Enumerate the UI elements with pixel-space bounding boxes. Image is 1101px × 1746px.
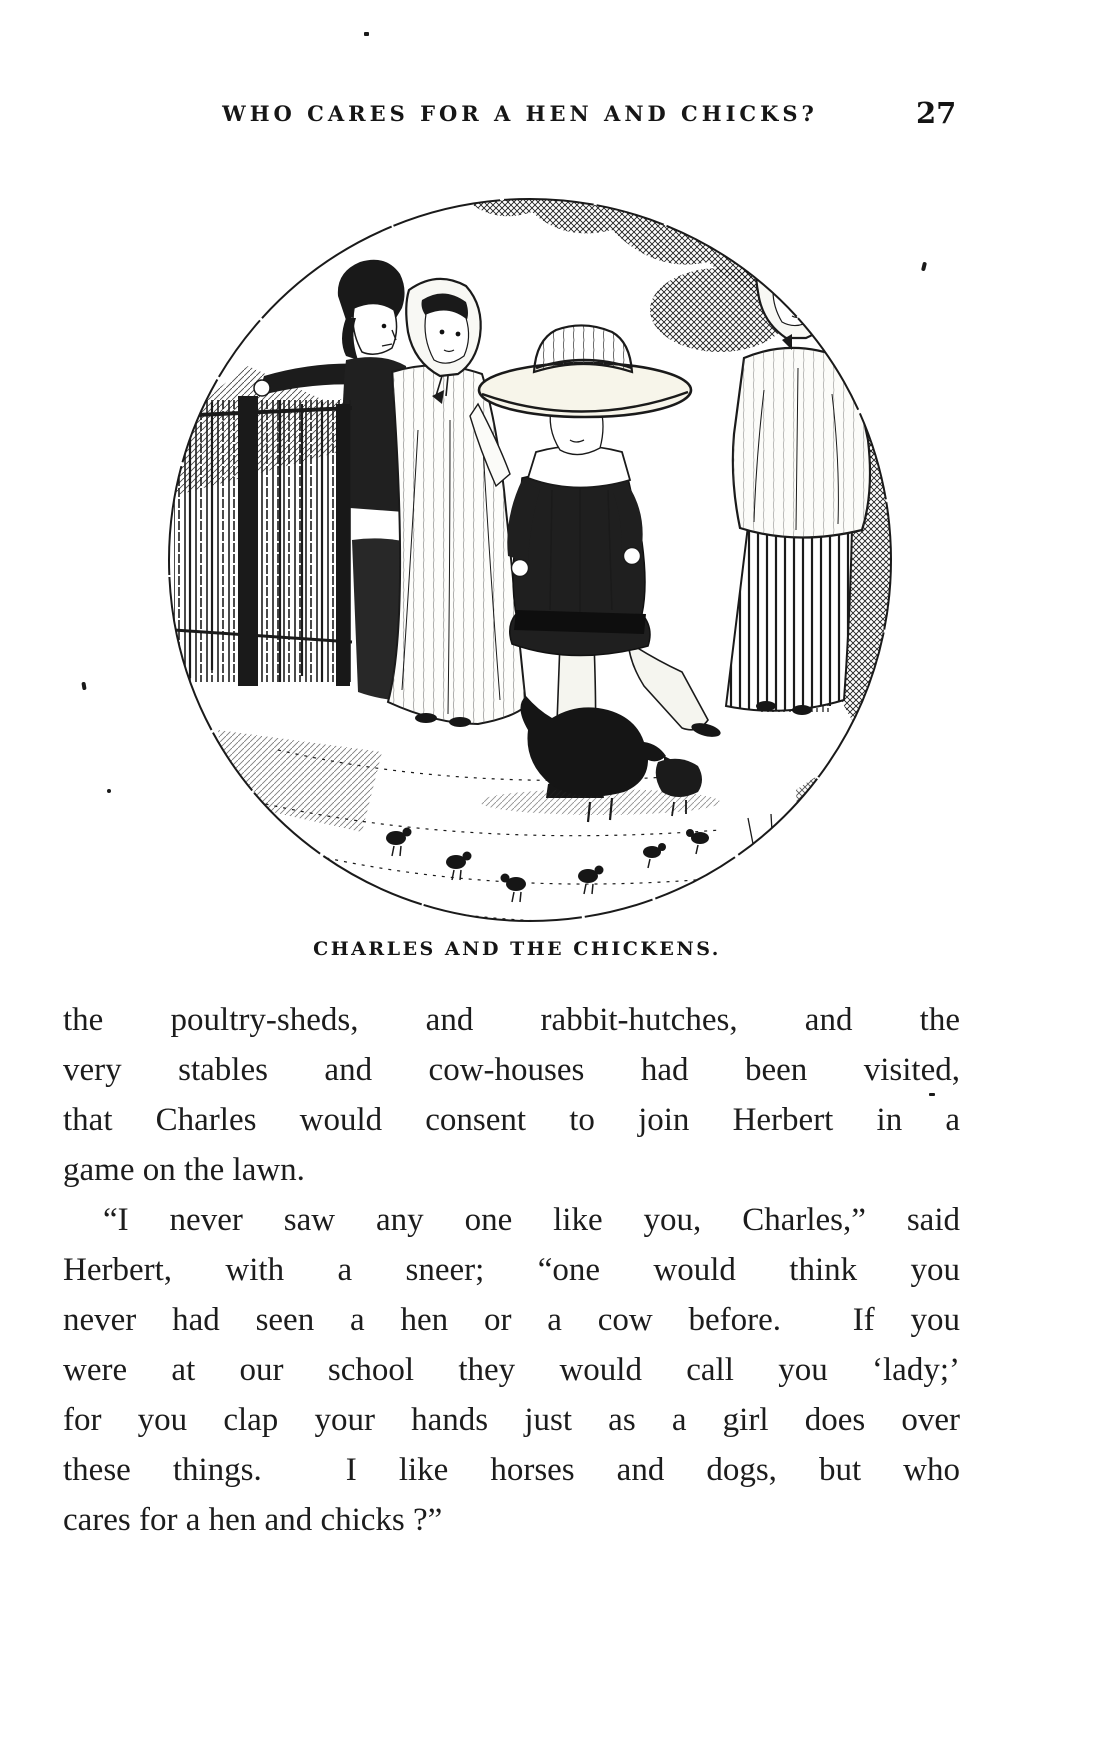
body-line: that Charles would consent to join Herbert in a xyxy=(63,1102,960,1138)
body-line: were at our school they would call you ‘lady;’ xyxy=(63,1352,960,1388)
illustration-caption: CHARLES AND THE CHICKENS. xyxy=(313,938,721,960)
ink-speck xyxy=(81,682,86,691)
ink-speck xyxy=(921,262,927,272)
body-line: these things. I like horses and dogs, but who xyxy=(63,1452,960,1488)
body-line: the poultry-sheds, and rabbit-hutches, and the xyxy=(63,1002,960,1038)
page-number: 27 xyxy=(916,96,957,130)
illustration-plate xyxy=(160,190,900,930)
ink-speck xyxy=(364,32,369,36)
body-line: cares for a hen and chicks ?” xyxy=(63,1502,443,1538)
body-line: very stables and cow-houses had been visited, xyxy=(63,1052,960,1088)
body-line: “I never saw any one like you, Charles,” said xyxy=(103,1202,960,1238)
body-line: Herbert, with a sneer; “one would think you xyxy=(63,1252,960,1288)
engraving-charles-and-the-chickens xyxy=(160,190,900,930)
body-line: never had seen a hen or a cow before. If you xyxy=(63,1302,960,1338)
ink-speck xyxy=(107,789,111,793)
pullet-figure xyxy=(656,759,702,797)
body-line: for you clap your hands just as a girl does over xyxy=(63,1402,960,1438)
running-title: WHO CARES FOR A HEN AND CHICKS? xyxy=(222,101,818,126)
ink-speck xyxy=(929,1093,935,1096)
body-line: game on the lawn. xyxy=(63,1152,305,1188)
body-text xyxy=(63,995,960,1545)
